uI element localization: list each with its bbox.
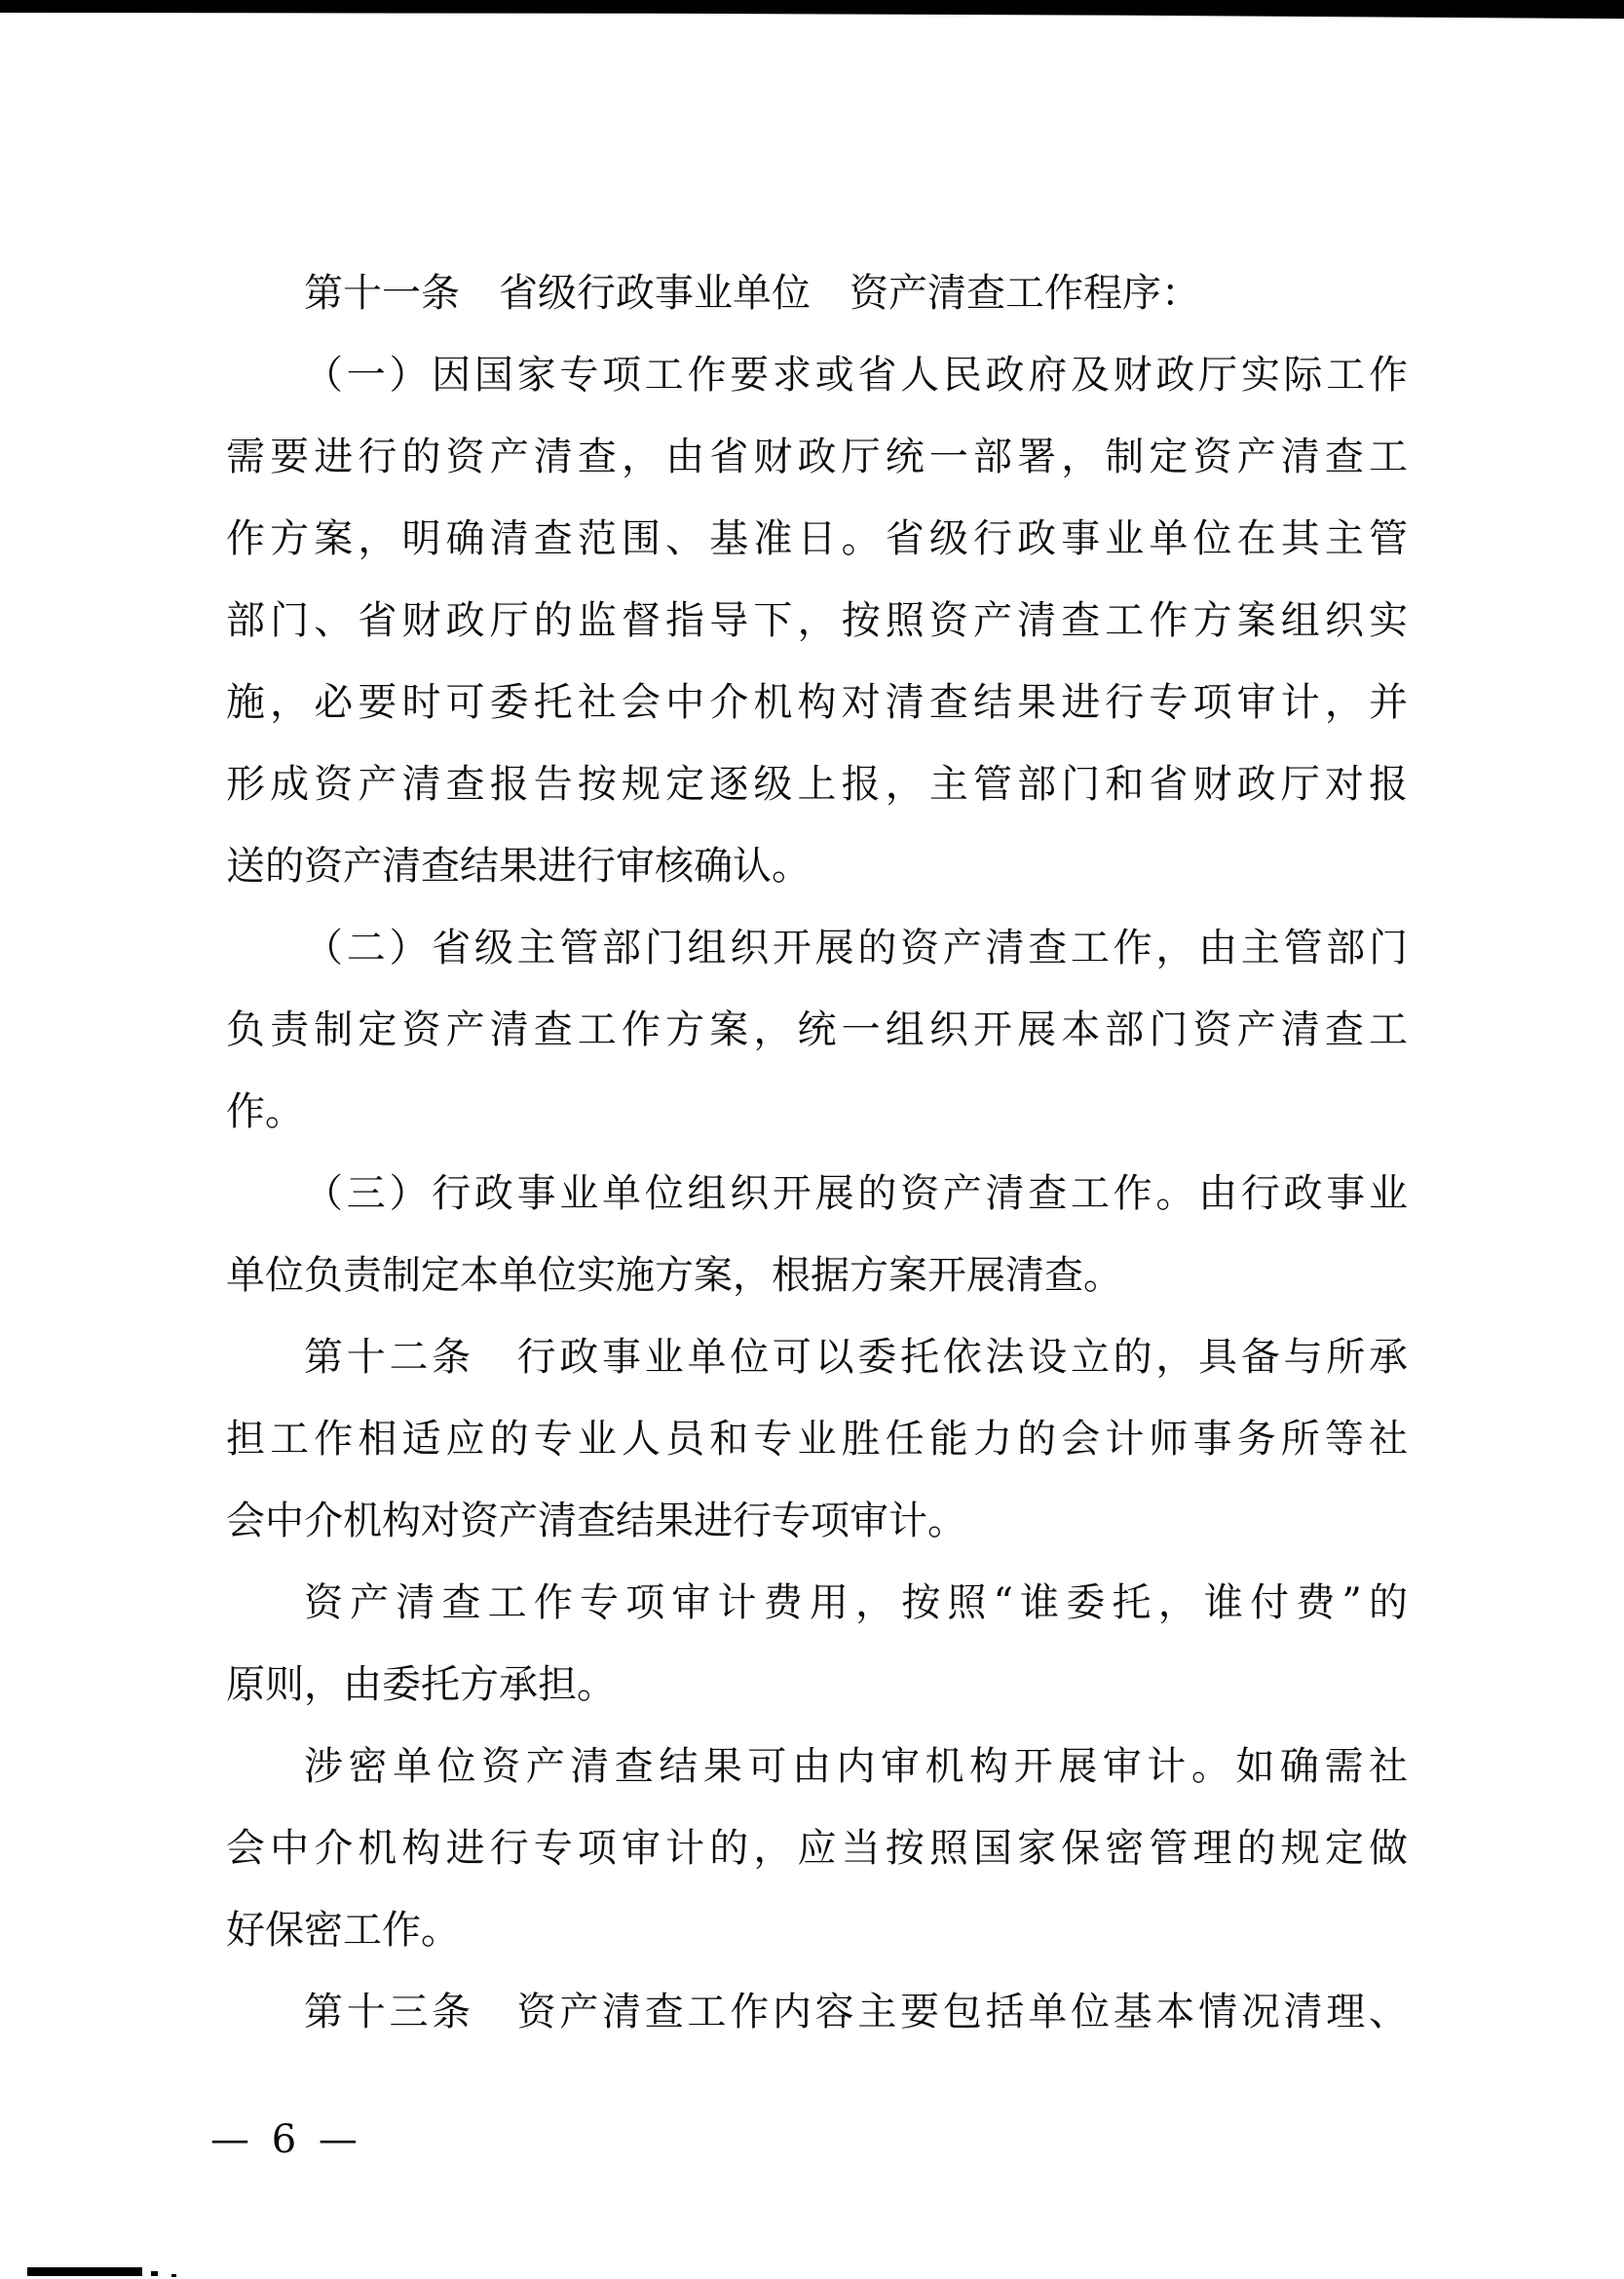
text-line: 送的资产清查结果进行审核确认。 [226,844,811,889]
text-line: 原则，由委托方承担。 [226,1662,616,1707]
text-line: （三）行政事业单位组织开展的资产清查工作。由行政事业 [304,1171,1408,1216]
scan-artifact-bottom-left [27,2267,142,2276]
text-line: 形成资产清查报告按规定逐级上报，主管部门和省财政厅对报 [226,762,1408,807]
text-line: （一）因国家专项工作要求或省人民政府及财政厅实际工作 [304,353,1408,398]
text-line: 涉密单位资产清查结果可由内审机构开展审计。如确需社 [304,1744,1408,1789]
text-line: 单位负责制定本单位实施方案，根据方案开展清查。 [226,1253,1122,1298]
text-line: 资产清查工作专项审计费用，按照“谁委托，谁付费”的 [304,1580,1408,1625]
scan-speck-icon [171,2274,176,2277]
text-line: 负责制定资产清查工作方案，统一组织开展本部门资产清查工 [226,1007,1408,1052]
text-line: 第十一条 省级行政事业单位 资产清查工作程序： [304,271,1200,316]
text-line: 需要进行的资产清查，由省财政厅统一部署，制定资产清查工 [226,435,1408,479]
document-body [226,252,1408,2053]
text-line: 作方案，明确清查范围、基准日。省级行政事业单位在其主管 [226,516,1408,561]
text-line: 担工作相适应的专业人员和专业胜任能力的会计师事务所等社 [226,1417,1408,1462]
text-line: 会中介机构对资产清查结果进行专项审计。 [226,1499,966,1543]
text-line: 会中介机构进行专项审计的，应当按照国家保密管理的规定做 [226,1826,1408,1871]
text-line: 作。 [226,1089,304,1134]
page-number: — 6 — [210,2117,362,2162]
text-line: （二）省级主管部门组织开展的资产清查工作，由主管部门 [304,926,1408,970]
text-line: 第十二条 行政事业单位可以委托依法设立的，具备与所承 [304,1335,1408,1380]
text-line: 施，必要时可委托社会中介机构对清查结果进行专项审计，并 [226,680,1408,725]
text-line: 部门、省财政厅的监督指导下，按照资产清查工作方案组织实 [226,598,1408,643]
scan-artifact-top-bar [0,0,1624,25]
scan-speck-icon [151,2271,158,2276]
text-line: 好保密工作。 [226,1908,460,1953]
text-line: 第十三条 资产清查工作内容主要包括单位基本情况清理、 [304,1990,1408,2034]
